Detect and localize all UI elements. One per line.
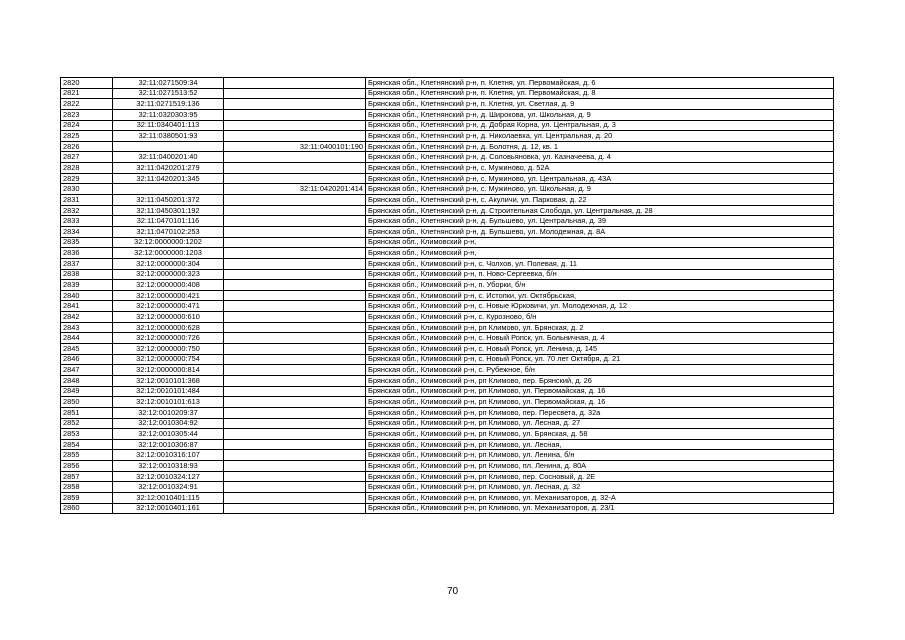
table-row bbox=[61, 301, 834, 312]
row-number: 2821 bbox=[61, 88, 113, 99]
row-number: 2822 bbox=[61, 99, 113, 110]
table-row bbox=[61, 237, 834, 248]
cadastral-number-secondary bbox=[224, 333, 366, 344]
cadastral-number: 32:12:0010318:93 bbox=[113, 461, 224, 472]
cadastral-number-secondary bbox=[224, 163, 366, 174]
row-number: 2847 bbox=[61, 365, 113, 376]
property-address: Брянская обл., Климовский р-н, п. Ново-Сергеевка, б/н bbox=[366, 269, 834, 280]
cadastral-number-secondary bbox=[224, 492, 366, 503]
cadastral-number: 32:12:0000000:726 bbox=[113, 333, 224, 344]
cadastral-number-secondary bbox=[224, 290, 366, 301]
cadastral-number: 32:12:0000000:1203 bbox=[113, 248, 224, 259]
row-number: 2824 bbox=[61, 120, 113, 131]
cadastral-number-secondary bbox=[224, 99, 366, 110]
cadastral-number: 32:11:0340401:113 bbox=[113, 120, 224, 131]
cadastral-number: 32:12:0000000:408 bbox=[113, 280, 224, 291]
table-row bbox=[61, 471, 834, 482]
table-row bbox=[61, 269, 834, 280]
property-address: Брянская обл., Климовский р-н, с. Чолхов, ул. Полевая, д. 11 bbox=[366, 258, 834, 269]
row-number: 2837 bbox=[61, 258, 113, 269]
table-row bbox=[61, 99, 834, 110]
property-address: Брянская обл., Климовский р-н, рп Климово, пл. Ленина, д. 80А bbox=[366, 461, 834, 472]
cadastral-number bbox=[113, 141, 224, 152]
cadastral-number-secondary bbox=[224, 301, 366, 312]
row-number: 2820 bbox=[61, 78, 113, 89]
table-row bbox=[61, 280, 834, 291]
property-address: Брянская обл., Климовский р-н, bbox=[366, 237, 834, 248]
property-address: Брянская обл., Климовский р-н, рп Климово, ул. Лесная, д. 32 bbox=[366, 482, 834, 493]
row-number: 2846 bbox=[61, 354, 113, 365]
table-row bbox=[61, 216, 834, 227]
property-address: Брянская обл., Климовский р-н, рп Климово, ул. Первомайская, д. 16 bbox=[366, 386, 834, 397]
table-row bbox=[61, 322, 834, 333]
property-address: Брянская обл., Климовский р-н, п. Уборки, б/н bbox=[366, 280, 834, 291]
row-number: 2836 bbox=[61, 248, 113, 259]
cadastral-number-secondary: 32:11:0400101:190 bbox=[224, 141, 366, 152]
cadastral-number-secondary bbox=[224, 418, 366, 429]
cadastral-number-secondary bbox=[224, 482, 366, 493]
cadastral-number-secondary bbox=[224, 205, 366, 216]
cadastral-number-secondary bbox=[224, 258, 366, 269]
cadastral-number: 32:11:0271519:136 bbox=[113, 99, 224, 110]
row-number: 2823 bbox=[61, 109, 113, 120]
registry-table bbox=[60, 77, 834, 514]
cadastral-number: 32:11:0420201:345 bbox=[113, 173, 224, 184]
cadastral-number: 32:12:0010324:91 bbox=[113, 482, 224, 493]
property-address: Брянская обл., Климовский р-н, с. Курозново, б/н bbox=[366, 312, 834, 323]
row-number: 2830 bbox=[61, 184, 113, 195]
cadastral-number-secondary bbox=[224, 131, 366, 142]
cadastral-number: 32:11:0450201:372 bbox=[113, 195, 224, 206]
row-number: 2838 bbox=[61, 269, 113, 280]
property-address: Брянская обл., Климовский р-н, рп Климово, ул. Механизаторов, д. 23/1 bbox=[366, 503, 834, 514]
row-number: 2825 bbox=[61, 131, 113, 142]
property-address: Брянская обл., Клетнянский р-н, д. Добрая Корна, ул. Центральная, д. 3 bbox=[366, 120, 834, 131]
property-address: Брянская обл., Клетнянский р-н, п. Клетня, ул. Светлая, д. 9 bbox=[366, 99, 834, 110]
table-row bbox=[61, 429, 834, 440]
table-row bbox=[61, 78, 834, 89]
row-number: 2849 bbox=[61, 386, 113, 397]
table-row bbox=[61, 461, 834, 472]
cadastral-number: 32:12:0010209:37 bbox=[113, 407, 224, 418]
property-address: Брянская обл., Климовский р-н, рп Климово, пер. Брянский, д. 26 bbox=[366, 375, 834, 386]
property-address: Брянская обл., Клетнянский р-н, п. Клетня, ул. Первомайская, д. 6 bbox=[366, 78, 834, 89]
cadastral-number: 32:12:0010101:368 bbox=[113, 375, 224, 386]
row-number: 2848 bbox=[61, 375, 113, 386]
cadastral-number: 32:12:0000000:1202 bbox=[113, 237, 224, 248]
cadastral-number-secondary bbox=[224, 429, 366, 440]
table-row bbox=[61, 152, 834, 163]
cadastral-number-secondary bbox=[224, 322, 366, 333]
row-number: 2833 bbox=[61, 216, 113, 227]
table-row bbox=[61, 258, 834, 269]
cadastral-number: 32:12:0010101:484 bbox=[113, 386, 224, 397]
table-row bbox=[61, 226, 834, 237]
cadastral-number: 32:12:0000000:304 bbox=[113, 258, 224, 269]
table-row bbox=[61, 482, 834, 493]
cadastral-number: 32:12:0000000:323 bbox=[113, 269, 224, 280]
table-row bbox=[61, 205, 834, 216]
row-number: 2843 bbox=[61, 322, 113, 333]
property-address: Брянская обл., Климовский р-н, рп Климово, ул. Первомайская, д. 16 bbox=[366, 397, 834, 408]
property-address: Брянская обл., Климовский р-н, с. Новые Юрковичи, ул. Молодежная, д. 12 bbox=[366, 301, 834, 312]
row-number: 2852 bbox=[61, 418, 113, 429]
row-number: 2832 bbox=[61, 205, 113, 216]
cadastral-number: 32:12:0000000:754 bbox=[113, 354, 224, 365]
table-row bbox=[61, 290, 834, 301]
property-address: Брянская обл., Климовский р-н, рп Климово, ул. Ленина, б/н bbox=[366, 450, 834, 461]
table-row bbox=[61, 354, 834, 365]
cadastral-number-secondary bbox=[224, 344, 366, 355]
cadastral-number-secondary bbox=[224, 503, 366, 514]
row-number: 2859 bbox=[61, 492, 113, 503]
cadastral-number: 32:11:0380501:93 bbox=[113, 131, 224, 142]
table-row bbox=[61, 418, 834, 429]
property-address: Брянская обл., Климовский р-н, с. Истопки, ул. Октябрьская, bbox=[366, 290, 834, 301]
row-number: 2860 bbox=[61, 503, 113, 514]
cadastral-number-secondary bbox=[224, 439, 366, 450]
cadastral-number-secondary bbox=[224, 375, 366, 386]
cadastral-number-secondary bbox=[224, 365, 366, 376]
row-number: 2835 bbox=[61, 237, 113, 248]
property-address: Брянская обл., Климовский р-н, bbox=[366, 248, 834, 259]
cadastral-number: 32:12:0000000:471 bbox=[113, 301, 224, 312]
cadastral-number-secondary bbox=[224, 269, 366, 280]
cadastral-number-secondary bbox=[224, 354, 366, 365]
cadastral-number: 32:12:0010401:161 bbox=[113, 503, 224, 514]
cadastral-number: 32:11:0271509:34 bbox=[113, 78, 224, 89]
cadastral-number-secondary bbox=[224, 237, 366, 248]
cadastral-number: 32:12:0010316:107 bbox=[113, 450, 224, 461]
row-number: 2853 bbox=[61, 429, 113, 440]
table-row bbox=[61, 503, 834, 514]
cadastral-number-secondary bbox=[224, 386, 366, 397]
cadastral-number-secondary bbox=[224, 120, 366, 131]
registry-table-body bbox=[61, 78, 834, 514]
cadastral-number: 32:12:0010304:92 bbox=[113, 418, 224, 429]
row-number: 2857 bbox=[61, 471, 113, 482]
table-row bbox=[61, 312, 834, 323]
cadastral-number: 32:12:0010305:44 bbox=[113, 429, 224, 440]
row-number: 2829 bbox=[61, 173, 113, 184]
property-address: Брянская обл., Клетнянский р-н, с. Мужиново, ул. Школьная, д. 9 bbox=[366, 184, 834, 195]
row-number: 2840 bbox=[61, 290, 113, 301]
cadastral-number: 32:11:0470101:116 bbox=[113, 216, 224, 227]
row-number: 2826 bbox=[61, 141, 113, 152]
table-row bbox=[61, 333, 834, 344]
table-row bbox=[61, 365, 834, 376]
property-address: Брянская обл., Клетнянский р-н, с. Акуличи, ул. Парковая, д. 22 bbox=[366, 195, 834, 206]
property-address: Брянская обл., Климовский р-н, с. Новый Ропск, ул. Ленина, д. 145 bbox=[366, 344, 834, 355]
property-address: Брянская обл., Климовский р-н, с. Новый Ропск, ул. Больничная, д. 4 bbox=[366, 333, 834, 344]
property-address: Брянская обл., Клетнянский р-н, д. Болотня, д. 12, кв. 1 bbox=[366, 141, 834, 152]
cadastral-number-secondary bbox=[224, 195, 366, 206]
row-number: 2834 bbox=[61, 226, 113, 237]
row-number: 2827 bbox=[61, 152, 113, 163]
table-row bbox=[61, 397, 834, 408]
table-row bbox=[61, 195, 834, 206]
cadastral-number-secondary bbox=[224, 248, 366, 259]
row-number: 2839 bbox=[61, 280, 113, 291]
cadastral-number bbox=[113, 184, 224, 195]
cadastral-number-secondary bbox=[224, 88, 366, 99]
property-address: Брянская обл., Клетнянский р-н, д. Бульшево, ул. Центральная, д. 39 bbox=[366, 216, 834, 227]
table-row bbox=[61, 120, 834, 131]
table-row bbox=[61, 141, 834, 152]
cadastral-number: 32:12:0000000:628 bbox=[113, 322, 224, 333]
table-row bbox=[61, 492, 834, 503]
row-number: 2842 bbox=[61, 312, 113, 323]
property-address: Брянская обл., Климовский р-н, рп Климово, ул. Лесная, д. 27 bbox=[366, 418, 834, 429]
cadastral-number-secondary bbox=[224, 407, 366, 418]
property-address: Брянская обл., Клетнянский р-н, п. Клетня, ул. Первомайская, д. 8 bbox=[366, 88, 834, 99]
cadastral-number-secondary bbox=[224, 173, 366, 184]
cadastral-number: 32:11:0400201:40 bbox=[113, 152, 224, 163]
row-number: 2844 bbox=[61, 333, 113, 344]
row-number: 2858 bbox=[61, 482, 113, 493]
cadastral-number-secondary bbox=[224, 216, 366, 227]
table-row bbox=[61, 173, 834, 184]
cadastral-number: 32:11:0271513:52 bbox=[113, 88, 224, 99]
property-address: Брянская обл., Климовский р-н, рп Климово, ул. Механизаторов, д. 32-А bbox=[366, 492, 834, 503]
property-address: Брянская обл., Климовский р-н, с. Новый Ропск, ул. 70 лет Октября, д. 21 bbox=[366, 354, 834, 365]
property-address: Брянская обл., Климовский р-н, рп Климово, пер. Сосновый, д. 2Е bbox=[366, 471, 834, 482]
property-address: Брянская обл., Клетнянский р-н, с. Мужиново, д. 52А bbox=[366, 163, 834, 174]
table-row bbox=[61, 163, 834, 174]
table-row bbox=[61, 407, 834, 418]
cadastral-number: 32:11:0470102:253 bbox=[113, 226, 224, 237]
table-row bbox=[61, 386, 834, 397]
property-address: Брянская обл., Клетнянский р-н, д. Широкова, ул. Школьная, д. 9 bbox=[366, 109, 834, 120]
cadastral-number: 32:12:0010101:613 bbox=[113, 397, 224, 408]
property-address: Брянская обл., Климовский р-н, рп Климово, ул. Лесная, bbox=[366, 439, 834, 450]
table-row bbox=[61, 375, 834, 386]
property-address: Брянская обл., Климовский р-н, с. Рубежное, б/н bbox=[366, 365, 834, 376]
cadastral-number: 32:12:0000000:610 bbox=[113, 312, 224, 323]
row-number: 2856 bbox=[61, 461, 113, 472]
row-number: 2845 bbox=[61, 344, 113, 355]
row-number: 2854 bbox=[61, 439, 113, 450]
property-address: Брянская обл., Клетнянский р-н, с. Мужиново, ул. Центральная, д. 43А bbox=[366, 173, 834, 184]
cadastral-number: 32:11:0450301:192 bbox=[113, 205, 224, 216]
property-address: Брянская обл., Клетнянский р-н, д. Соловьяновка, ул. Казначеева, д. 4 bbox=[366, 152, 834, 163]
row-number: 2831 bbox=[61, 195, 113, 206]
table-row bbox=[61, 131, 834, 142]
property-address: Брянская обл., Клетнянский р-н, д. Николаевка, ул. Центральная, д. 20 bbox=[366, 131, 834, 142]
cadastral-number-secondary bbox=[224, 226, 366, 237]
property-address: Брянская обл., Климовский р-н, рп Климово, ул. Брянская, д. 58 bbox=[366, 429, 834, 440]
cadastral-number: 32:12:0010401:115 bbox=[113, 492, 224, 503]
row-number: 2841 bbox=[61, 301, 113, 312]
cadastral-number-secondary bbox=[224, 471, 366, 482]
cadastral-number: 32:12:0000000:814 bbox=[113, 365, 224, 376]
property-address: Брянская обл., Климовский р-н, рп Климово, пер. Пересвета, д. 32а bbox=[366, 407, 834, 418]
row-number: 2851 bbox=[61, 407, 113, 418]
table-row bbox=[61, 109, 834, 120]
cadastral-number: 32:11:0420201:279 bbox=[113, 163, 224, 174]
row-number: 2855 bbox=[61, 450, 113, 461]
cadastral-number-secondary bbox=[224, 312, 366, 323]
property-address: Брянская обл., Клетнянский р-н, д. Бульшево, ул. Молодежная, д. 8А bbox=[366, 226, 834, 237]
table-row bbox=[61, 184, 834, 195]
page-number: 70 bbox=[446, 586, 459, 597]
property-address: Брянская обл., Климовский р-н, рп Климово, ул. Брянская, д. 2 bbox=[366, 322, 834, 333]
cadastral-number: 32:12:0010324:127 bbox=[113, 471, 224, 482]
cadastral-number-secondary bbox=[224, 397, 366, 408]
cadastral-number-secondary bbox=[224, 109, 366, 120]
cadastral-number: 32:12:0010306:87 bbox=[113, 439, 224, 450]
row-number: 2850 bbox=[61, 397, 113, 408]
property-address: Брянская обл., Клетнянский р-н, д. Строительная Слобода, ул. Центральная, д. 28 bbox=[366, 205, 834, 216]
cadastral-number-secondary bbox=[224, 461, 366, 472]
table-row bbox=[61, 88, 834, 99]
cadastral-number: 32:12:0000000:750 bbox=[113, 344, 224, 355]
cadastral-number-secondary bbox=[224, 152, 366, 163]
cadastral-number: 32:11:0320303:95 bbox=[113, 109, 224, 120]
cadastral-number: 32:12:0000000:421 bbox=[113, 290, 224, 301]
table-row bbox=[61, 450, 834, 461]
row-number: 2828 bbox=[61, 163, 113, 174]
cadastral-number-secondary bbox=[224, 78, 366, 89]
table-row bbox=[61, 344, 834, 355]
cadastral-number-secondary bbox=[224, 450, 366, 461]
table-row bbox=[61, 248, 834, 259]
cadastral-number-secondary bbox=[224, 280, 366, 291]
cadastral-number-secondary: 32:11:0420201:414 bbox=[224, 184, 366, 195]
table-row bbox=[61, 439, 834, 450]
